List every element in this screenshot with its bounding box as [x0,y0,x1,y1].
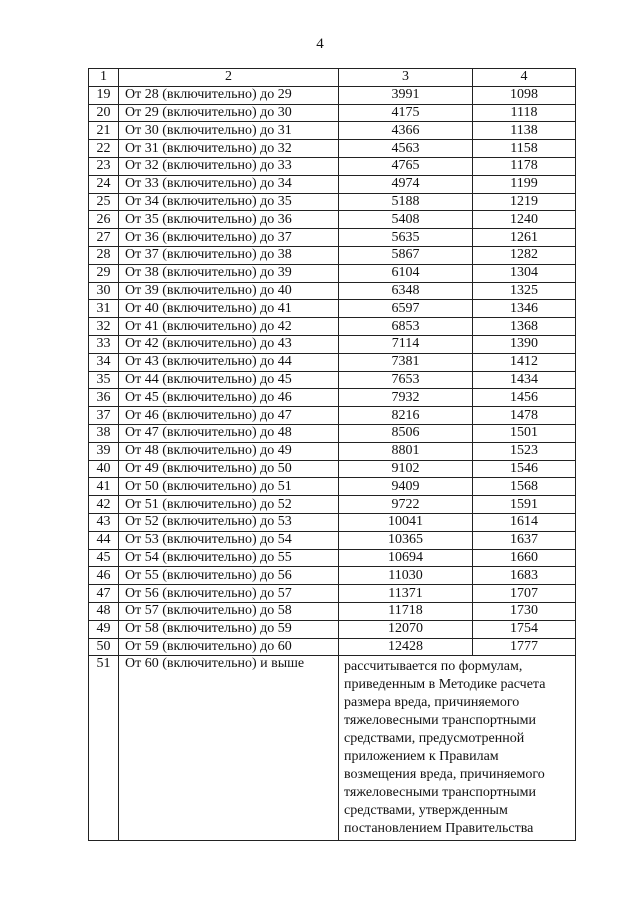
row-value-3: 7653 [339,371,473,389]
row-value-3: 4175 [339,104,473,122]
table-row [89,531,576,549]
table-row [89,157,576,175]
row-range: От 52 (включительно) до 53 [119,513,339,531]
row-value-4: 1199 [473,175,576,193]
table-row [89,371,576,389]
row-number: 50 [89,638,119,656]
row-value-3: 4974 [339,175,473,193]
row-value-4: 1240 [473,211,576,229]
row-value-4: 1178 [473,157,576,175]
row-number: 38 [89,424,119,442]
row-range: От 35 (включительно) до 36 [119,211,339,229]
row-number: 21 [89,122,119,140]
row-value-3: 11371 [339,585,473,603]
row-number: 36 [89,389,119,407]
row-number: 37 [89,407,119,425]
table-row [89,602,576,620]
row-range: От 59 (включительно) до 60 [119,638,339,656]
row-number: 32 [89,318,119,336]
row-value-4: 1546 [473,460,576,478]
row-range: От 40 (включительно) до 41 [119,300,339,318]
table-row [89,300,576,318]
row-range: От 33 (включительно) до 34 [119,175,339,193]
row-range: От 34 (включительно) до 35 [119,193,339,211]
table-row [89,264,576,282]
table-row [89,211,576,229]
row-range: От 45 (включительно) до 46 [119,389,339,407]
row-note: рассчитывается по формулам, приведенным в Методике расчета размера вреда, причиняемого тяжеловесными транспортными средствами, предусмотренной приложением к Правилам возмещения вреда, причиняемого тяжеловесными транспортными средствами, утвержденным постановлением Правительства [339,656,576,841]
row-number: 24 [89,175,119,193]
row-number: 33 [89,335,119,353]
row-value-3: 5188 [339,193,473,211]
table-row [89,175,576,193]
row-value-4: 1219 [473,193,576,211]
row-number: 48 [89,602,119,620]
table-row [89,140,576,158]
row-value-4: 1568 [473,478,576,496]
row-value-3: 5635 [339,229,473,247]
row-value-3: 6104 [339,264,473,282]
table-row [89,460,576,478]
table-row [89,86,576,104]
row-number: 41 [89,478,119,496]
row-value-3: 4765 [339,157,473,175]
row-value-3: 6853 [339,318,473,336]
row-range: От 42 (включительно) до 43 [119,335,339,353]
row-range: От 53 (включительно) до 54 [119,531,339,549]
rates-table [88,68,576,841]
table-row [89,424,576,442]
row-value-4: 1138 [473,122,576,140]
row-range: От 55 (включительно) до 56 [119,567,339,585]
row-number: 47 [89,585,119,603]
row-value-3: 9102 [339,460,473,478]
row-range: От 31 (включительно) до 32 [119,140,339,158]
row-value-3: 8216 [339,407,473,425]
row-number: 49 [89,620,119,638]
row-value-3: 6597 [339,300,473,318]
table-row-last [89,656,576,841]
row-value-3: 7932 [339,389,473,407]
row-value-4: 1158 [473,140,576,158]
row-value-4: 1412 [473,353,576,371]
row-number: 20 [89,104,119,122]
row-value-3: 8801 [339,442,473,460]
table-row [89,318,576,336]
row-value-4: 1754 [473,620,576,638]
row-number: 30 [89,282,119,300]
row-value-3: 10041 [339,513,473,531]
row-range: От 60 (включительно) и выше [119,656,339,841]
row-range: От 58 (включительно) до 59 [119,620,339,638]
row-value-4: 1683 [473,567,576,585]
table-row [89,567,576,585]
table-row [89,478,576,496]
table-row [89,638,576,656]
row-value-3: 9722 [339,496,473,514]
row-value-3: 5867 [339,246,473,264]
page-number: 4 [316,36,324,52]
row-number: 19 [89,86,119,104]
row-range: От 37 (включительно) до 38 [119,246,339,264]
row-value-4: 1614 [473,513,576,531]
row-number: 43 [89,513,119,531]
row-range: От 57 (включительно) до 58 [119,602,339,620]
row-value-3: 10365 [339,531,473,549]
row-range: От 28 (включительно) до 29 [119,86,339,104]
table-row [89,246,576,264]
table-row [89,122,576,140]
table-row [89,193,576,211]
row-number: 27 [89,229,119,247]
row-value-4: 1434 [473,371,576,389]
row-value-3: 5408 [339,211,473,229]
row-range: От 50 (включительно) до 51 [119,478,339,496]
row-value-4: 1098 [473,86,576,104]
row-value-3: 7114 [339,335,473,353]
row-value-4: 1501 [473,424,576,442]
row-value-3: 9409 [339,478,473,496]
row-number: 25 [89,193,119,211]
row-value-3: 12428 [339,638,473,656]
row-value-4: 1456 [473,389,576,407]
row-number: 23 [89,157,119,175]
column-header-1: 1 [89,69,119,87]
row-value-3: 3991 [339,86,473,104]
header-row [89,69,576,87]
row-range: От 54 (включительно) до 55 [119,549,339,567]
table-row [89,407,576,425]
row-number: 42 [89,496,119,514]
row-number: 26 [89,211,119,229]
row-value-4: 1261 [473,229,576,247]
row-number: 51 [89,656,119,841]
row-value-3: 7381 [339,353,473,371]
row-range: От 32 (включительно) до 33 [119,157,339,175]
row-number: 45 [89,549,119,567]
row-range: От 47 (включительно) до 48 [119,424,339,442]
table-row [89,353,576,371]
table-row [89,104,576,122]
row-value-3: 8506 [339,424,473,442]
row-range: От 49 (включительно) до 50 [119,460,339,478]
row-range: От 43 (включительно) до 44 [119,353,339,371]
row-range: От 41 (включительно) до 42 [119,318,339,336]
row-number: 35 [89,371,119,389]
row-value-4: 1730 [473,602,576,620]
row-number: 44 [89,531,119,549]
row-range: От 39 (включительно) до 40 [119,282,339,300]
row-value-4: 1282 [473,246,576,264]
row-value-3: 11718 [339,602,473,620]
row-value-4: 1478 [473,407,576,425]
row-value-4: 1390 [473,335,576,353]
table-body [89,86,576,656]
row-value-4: 1325 [473,282,576,300]
row-range: От 46 (включительно) до 47 [119,407,339,425]
row-number: 22 [89,140,119,158]
row-value-3: 6348 [339,282,473,300]
row-value-3: 10694 [339,549,473,567]
row-range: От 36 (включительно) до 37 [119,229,339,247]
column-header-3: 3 [339,69,473,87]
row-value-4: 1368 [473,318,576,336]
row-range: От 44 (включительно) до 45 [119,371,339,389]
table-row [89,549,576,567]
table-row [89,282,576,300]
row-number: 28 [89,246,119,264]
row-number: 46 [89,567,119,585]
row-number: 29 [89,264,119,282]
row-value-3: 11030 [339,567,473,585]
table-row [89,442,576,460]
row-value-4: 1591 [473,496,576,514]
row-range: От 48 (включительно) до 49 [119,442,339,460]
table-row [89,620,576,638]
row-range: От 30 (включительно) до 31 [119,122,339,140]
table-row [89,585,576,603]
column-header-2: 2 [119,69,339,87]
row-value-4: 1660 [473,549,576,567]
row-value-4: 1777 [473,638,576,656]
row-range: От 51 (включительно) до 52 [119,496,339,514]
row-number: 34 [89,353,119,371]
table-row [89,513,576,531]
row-value-3: 4563 [339,140,473,158]
table-row [89,229,576,247]
row-number: 31 [89,300,119,318]
row-range: От 38 (включительно) до 39 [119,264,339,282]
row-value-4: 1637 [473,531,576,549]
column-header-4: 4 [473,69,576,87]
row-value-4: 1346 [473,300,576,318]
row-number: 40 [89,460,119,478]
row-value-4: 1118 [473,104,576,122]
row-value-4: 1707 [473,585,576,603]
row-value-4: 1523 [473,442,576,460]
row-number: 39 [89,442,119,460]
row-value-3: 12070 [339,620,473,638]
row-value-3: 4366 [339,122,473,140]
table-row [89,496,576,514]
table-row [89,389,576,407]
row-range: От 29 (включительно) до 30 [119,104,339,122]
row-value-4: 1304 [473,264,576,282]
table-row [89,335,576,353]
row-range: От 56 (включительно) до 57 [119,585,339,603]
